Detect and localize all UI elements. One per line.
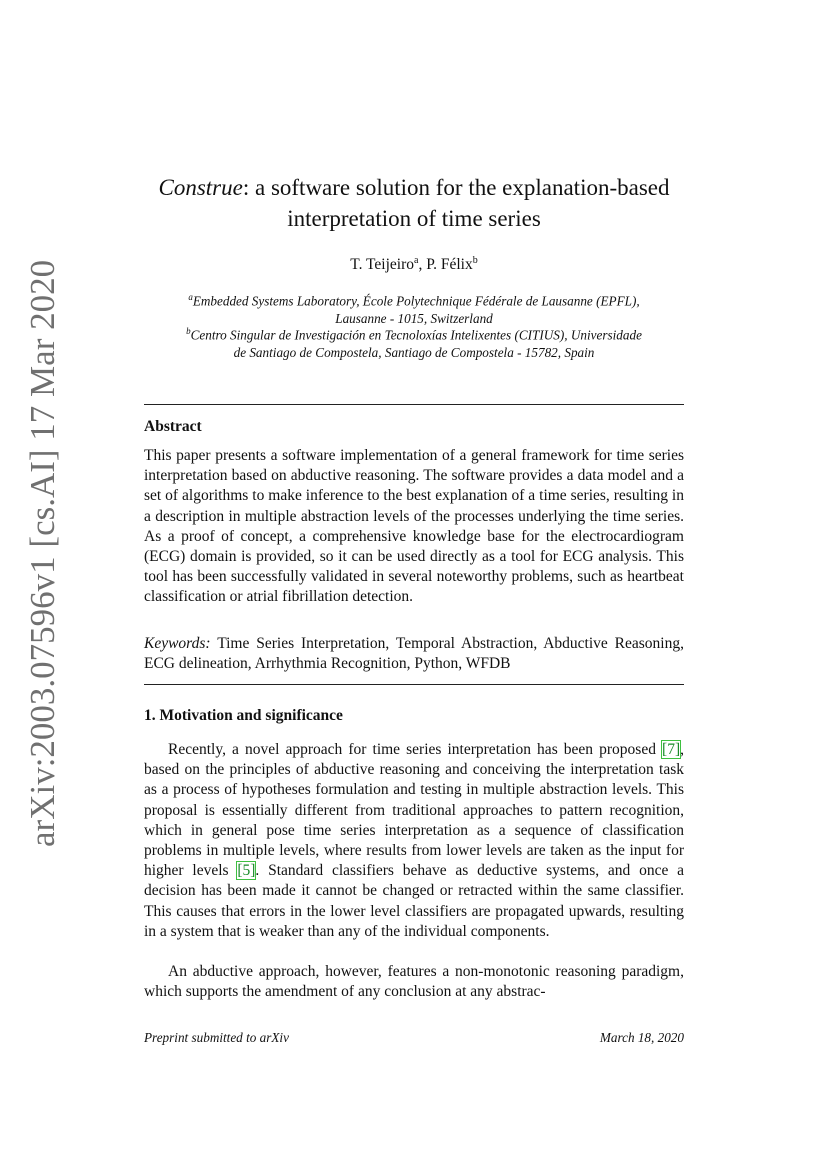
abstract-heading: Abstract <box>144 418 202 435</box>
author-separator: , <box>418 256 427 274</box>
title-line1-rest: : a software solution for the explanation-based <box>242 175 670 200</box>
keywords-label: Keywords: <box>144 635 211 652</box>
affiliation-a-line2: Lausanne - 1015, Switzerland <box>335 311 493 327</box>
title-line2: interpretation of time series <box>287 206 541 231</box>
affiliation-b-line1: Centro Singular de Investigación en Tecnoloxías Intelixentes (CITIUS), Universidade <box>190 327 642 343</box>
section-1-p1-text-c: . Standard classifiers behave as deductive systems, and once a decision has been made it cannot be changed or retracted within the same classifier. This causes that errors in the lower level classifiers are propagated upwards, resulting in a system that is weaker than any of the individual components. <box>144 862 684 940</box>
keywords-text: Time Series Interpretation, Temporal Abstraction, Abductive Reasoning, ECG delineation, Arrhythmia Recognition, Python, WFDB <box>144 635 684 673</box>
footer-preprint-note: Preprint submitted to arXiv <box>144 1030 289 1045</box>
author-2-mark: b <box>472 255 478 266</box>
section-1-paragraph-1 <box>144 740 684 942</box>
abstract-bottom-rule <box>144 684 684 685</box>
abstract-top-rule <box>144 404 684 405</box>
section-1-paragraph-2: An abductive approach, however, features a non-monotonic reasoning paradigm, which supports the amendment of any conclusion at any abstrac- <box>144 963 684 1001</box>
keywords <box>144 634 684 674</box>
paper-title <box>120 172 708 234</box>
author-1-mark: a <box>414 255 419 266</box>
citation-link-7[interactable]: [ 7 ] <box>662 741 680 758</box>
affiliation-b-line2: de Santiago de Compostela, Santiago de Compostela - 15782, Spain <box>233 345 595 361</box>
section-1-p1-text-b: , based on the principles of abductive reasoning and conceiving the interpretation task as a process of hypotheses formulation and testing in multiple abstraction levels. This proposal is essentially different from traditional approaches to pattern recognition, which in general pose time series interpretation as a sequence of classification problems in multiple levels, where results from lower levels are taken as the input for higher levels <box>144 741 684 880</box>
section-1-heading: 1. Motivation and significance <box>144 707 343 724</box>
title-italic-part: Construe <box>158 175 243 200</box>
citation-link-5[interactable]: [ 5 ] <box>237 862 255 879</box>
arxiv-side-stamp: arXiv:2003.07596v1 [cs.AI] 17 Mar 2020 <box>23 259 62 847</box>
affiliation-a-line1: Embedded Systems Laboratory, École Polytechnique Fédérale de Lausanne (EPFL), <box>192 293 640 309</box>
author-list <box>120 255 708 274</box>
affiliation-a-mark: a <box>188 292 193 302</box>
abstract-text: This paper presents a software implementation of a general framework for time series interpretation based on abductive reasoning. The software provides a data model and a set of algorithms to make inference to the best explanation of a time series, resulting in a description in multiple abstraction levels of the processes underlying the time series. As a proof of concept, a comprehensive knowledge base for the electrocardiogram (ECG) domain is provided, so it can be used directly as a tool for ECG analysis. This tool has been successfully validated in several noteworthy problems, such as heartbeat classification or atrial fibrillation detection. <box>144 447 684 606</box>
section-1-p1-text-a: Recently, a novel approach for time series interpretation has been proposed <box>168 741 663 758</box>
affiliation-b <box>120 322 708 362</box>
footer-date: March 18, 2020 <box>599 1030 684 1045</box>
author-2: P. Félix <box>426 256 473 274</box>
author-1: T. Teijeiro <box>350 256 415 274</box>
affiliation-b-mark: b <box>186 326 191 336</box>
